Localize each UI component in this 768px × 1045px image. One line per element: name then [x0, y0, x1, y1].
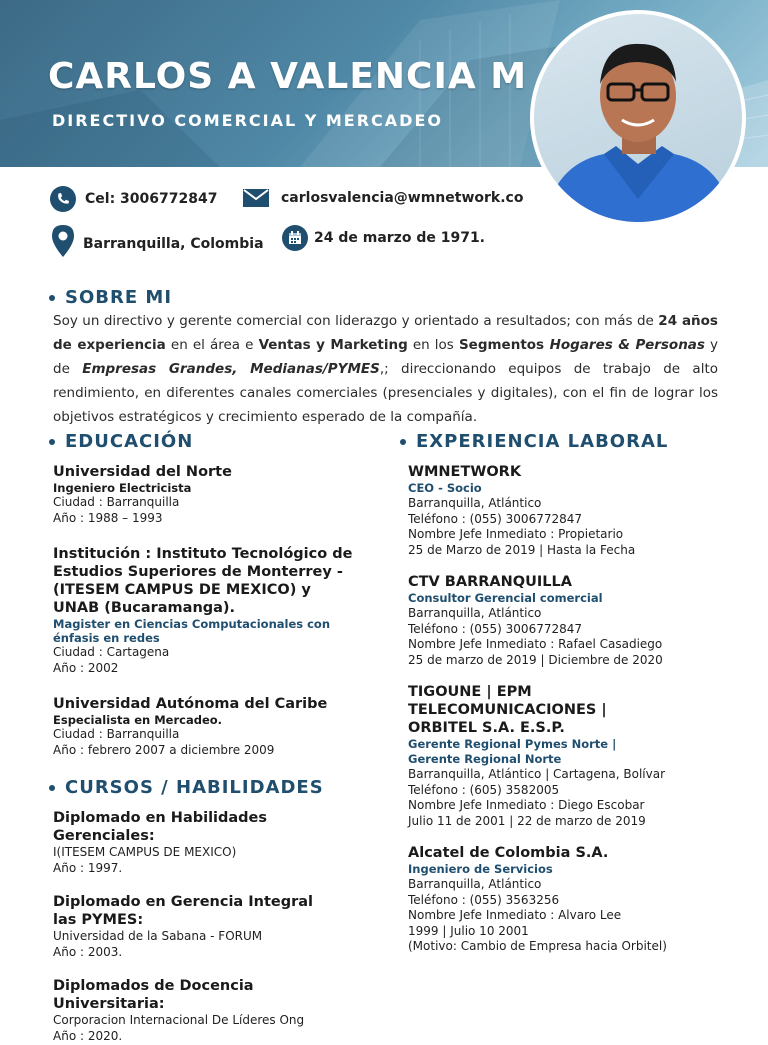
experience-role: CEO - Socio — [408, 481, 482, 495]
experience-detail: Barranquilla, Atlántico — [408, 496, 542, 510]
experience-detail: 25 de marzo de 2019 | Diciembre de 2020 — [408, 652, 663, 667]
candidate-title: DIRECTIVO COMERCIAL Y MERCADEO — [52, 111, 443, 130]
candidate-name: CARLOS A VALENCIA M — [48, 56, 528, 97]
experience-detail: Julio 11 de 2001 | 22 de marzo de 2019 — [408, 813, 646, 828]
birthdate-text: 24 de marzo de 1971. — [314, 230, 486, 246]
contact-email — [243, 188, 523, 208]
course-item — [53, 893, 333, 960]
course-title: Diplomado en Gerencia Integral las PYMES: — [53, 894, 314, 928]
experience-detail: Barranquilla, Atlántico — [408, 606, 542, 620]
education-city: Ciudad : Cartagena — [53, 645, 170, 659]
experience-detail: Teléfono : (055) 3563256 — [408, 892, 560, 907]
course-item — [53, 977, 333, 1044]
profile-photo — [530, 10, 746, 226]
education-degree: Magister en Ciencias Computacionales con énfasis en redes — [53, 617, 331, 645]
courses-heading: CURSOS / HABILIDADES — [49, 777, 324, 798]
course-title: Diplomados de Docencia Universitaria: — [53, 978, 254, 1012]
experience-detail: Nombre Jefe Inmediato : Rafael Casadiego — [408, 637, 663, 651]
experience-detail: Barranquilla, Atlántico — [408, 877, 542, 891]
course-year: Año : 2003. — [53, 944, 123, 959]
experience-role: Gerente Regional Pymes Norte | Gerente Regional Norte — [408, 737, 617, 766]
contact-birthdate — [282, 225, 485, 251]
course-org: I(ITESEM CAMPUS DE MEXICO) — [53, 845, 237, 859]
course-org: Corporacion Internacional De Líderes Ong — [53, 1013, 305, 1027]
bullet-icon — [49, 439, 55, 445]
experience-detail: Nombre Jefe Inmediato : Propietario — [408, 527, 624, 541]
education-year: Año : febrero 2007 a diciembre 2009 — [53, 742, 275, 757]
education-title: Universidad del Norte — [53, 464, 232, 480]
education-year: Año : 2002 — [53, 660, 119, 675]
contact-phone — [50, 186, 217, 212]
experience-item — [408, 573, 708, 668]
experience-detail: Teléfono : (055) 3006772847 — [408, 621, 583, 636]
education-list — [53, 463, 358, 758]
education-city: Ciudad : Barranquilla — [53, 727, 180, 741]
experience-detail: Teléfono : (605) 3582005 — [408, 782, 560, 797]
experience-list — [408, 463, 708, 955]
contact-location — [52, 225, 264, 257]
phone-icon — [50, 186, 76, 212]
education-item — [53, 695, 358, 758]
experience-detail: 1999 | Julio 10 2001 — [408, 923, 529, 938]
course-org: Universidad de la Sabana - FORUM — [53, 929, 263, 943]
experience-item — [408, 463, 708, 558]
experience-detail: (Motivo: Cambio de Empresa hacia Orbitel) — [408, 939, 667, 953]
courses-list — [53, 809, 333, 1044]
email-icon — [243, 188, 269, 208]
experience-company: WMNETWORK — [408, 464, 522, 480]
experience-item — [408, 844, 708, 955]
education-title: Institución : Instituto Tecnológico de Estudios Superiores de Monterrey - (ITESEM CAMPUS DE MEXICO) y UNAB (Bucaramanga). — [53, 546, 353, 616]
education-degree: Ingeniero Electricista — [53, 481, 192, 495]
experience-detail: Barranquilla, Atlántico | Cartagena, Bolívar — [408, 767, 665, 781]
experience-company: CTV BARRANQUILLA — [408, 574, 572, 590]
education-title: Universidad Autónoma del Caribe — [53, 696, 328, 712]
course-year: Año : 1997. — [53, 860, 123, 875]
education-item — [53, 545, 358, 676]
phone-text: Cel: 3006772847 — [85, 191, 218, 207]
experience-role: Ingeniero de Servicios — [408, 862, 553, 876]
education-item — [53, 463, 358, 526]
bullet-icon — [49, 295, 55, 301]
experience-detail: Teléfono : (055) 3006772847 — [408, 511, 583, 526]
about-paragraph: Soy un directivo y gerente comercial con liderazgo y orientado a resultados; con más de 24 años de experiencia en el área e Ventas y Marketing en los Segmentos Hogares & Personas y de Empresas Grandes, Medianas/PYMES,; direccionando equipos de trabajo de alto rendimiento, en diferentes canales comerciales (presenciales y digitales), con el fin de lograr los objetivos estratégicos y crecimiento esperado de la compañía. — [53, 313, 719, 425]
bullet-icon — [49, 785, 55, 791]
course-item — [53, 809, 333, 876]
experience-item — [408, 683, 708, 829]
experience-detail: 25 de Marzo de 2019 | Hasta la Fecha — [408, 542, 636, 557]
location-text: Barranquilla, Colombia — [83, 236, 264, 252]
education-degree: Especialista en Mercadeo. — [53, 713, 223, 727]
experience-detail: Nombre Jefe Inmediato : Diego Escobar — [408, 798, 645, 812]
experience-company: Alcatel de Colombia S.A. — [408, 845, 609, 861]
about-heading: SOBRE MI — [49, 287, 172, 308]
experience-detail: Nombre Jefe Inmediato : Alvaro Lee — [408, 908, 622, 922]
experience-role: Consultor Gerencial comercial — [408, 591, 603, 605]
email-text[interactable]: carlosvalencia@wmnetwork.co — [281, 190, 524, 206]
location-icon — [52, 225, 74, 257]
experience-company: TIGOUNE | EPM TELECOMUNICACIONES | ORBITEL S.A. E.S.P. — [408, 684, 607, 736]
calendar-icon — [282, 225, 308, 251]
education-heading: EDUCACIÓN — [49, 431, 193, 452]
course-title: Diplomado en Habilidades Gerenciales: — [53, 810, 268, 844]
bullet-icon — [400, 439, 406, 445]
person-portrait — [534, 14, 742, 222]
course-year: Año : 2020. — [53, 1028, 123, 1043]
experience-heading: EXPERIENCIA LABORAL — [400, 431, 668, 452]
education-city: Ciudad : Barranquilla — [53, 495, 180, 509]
education-year: Año : 1988 – 1993 — [53, 510, 163, 525]
